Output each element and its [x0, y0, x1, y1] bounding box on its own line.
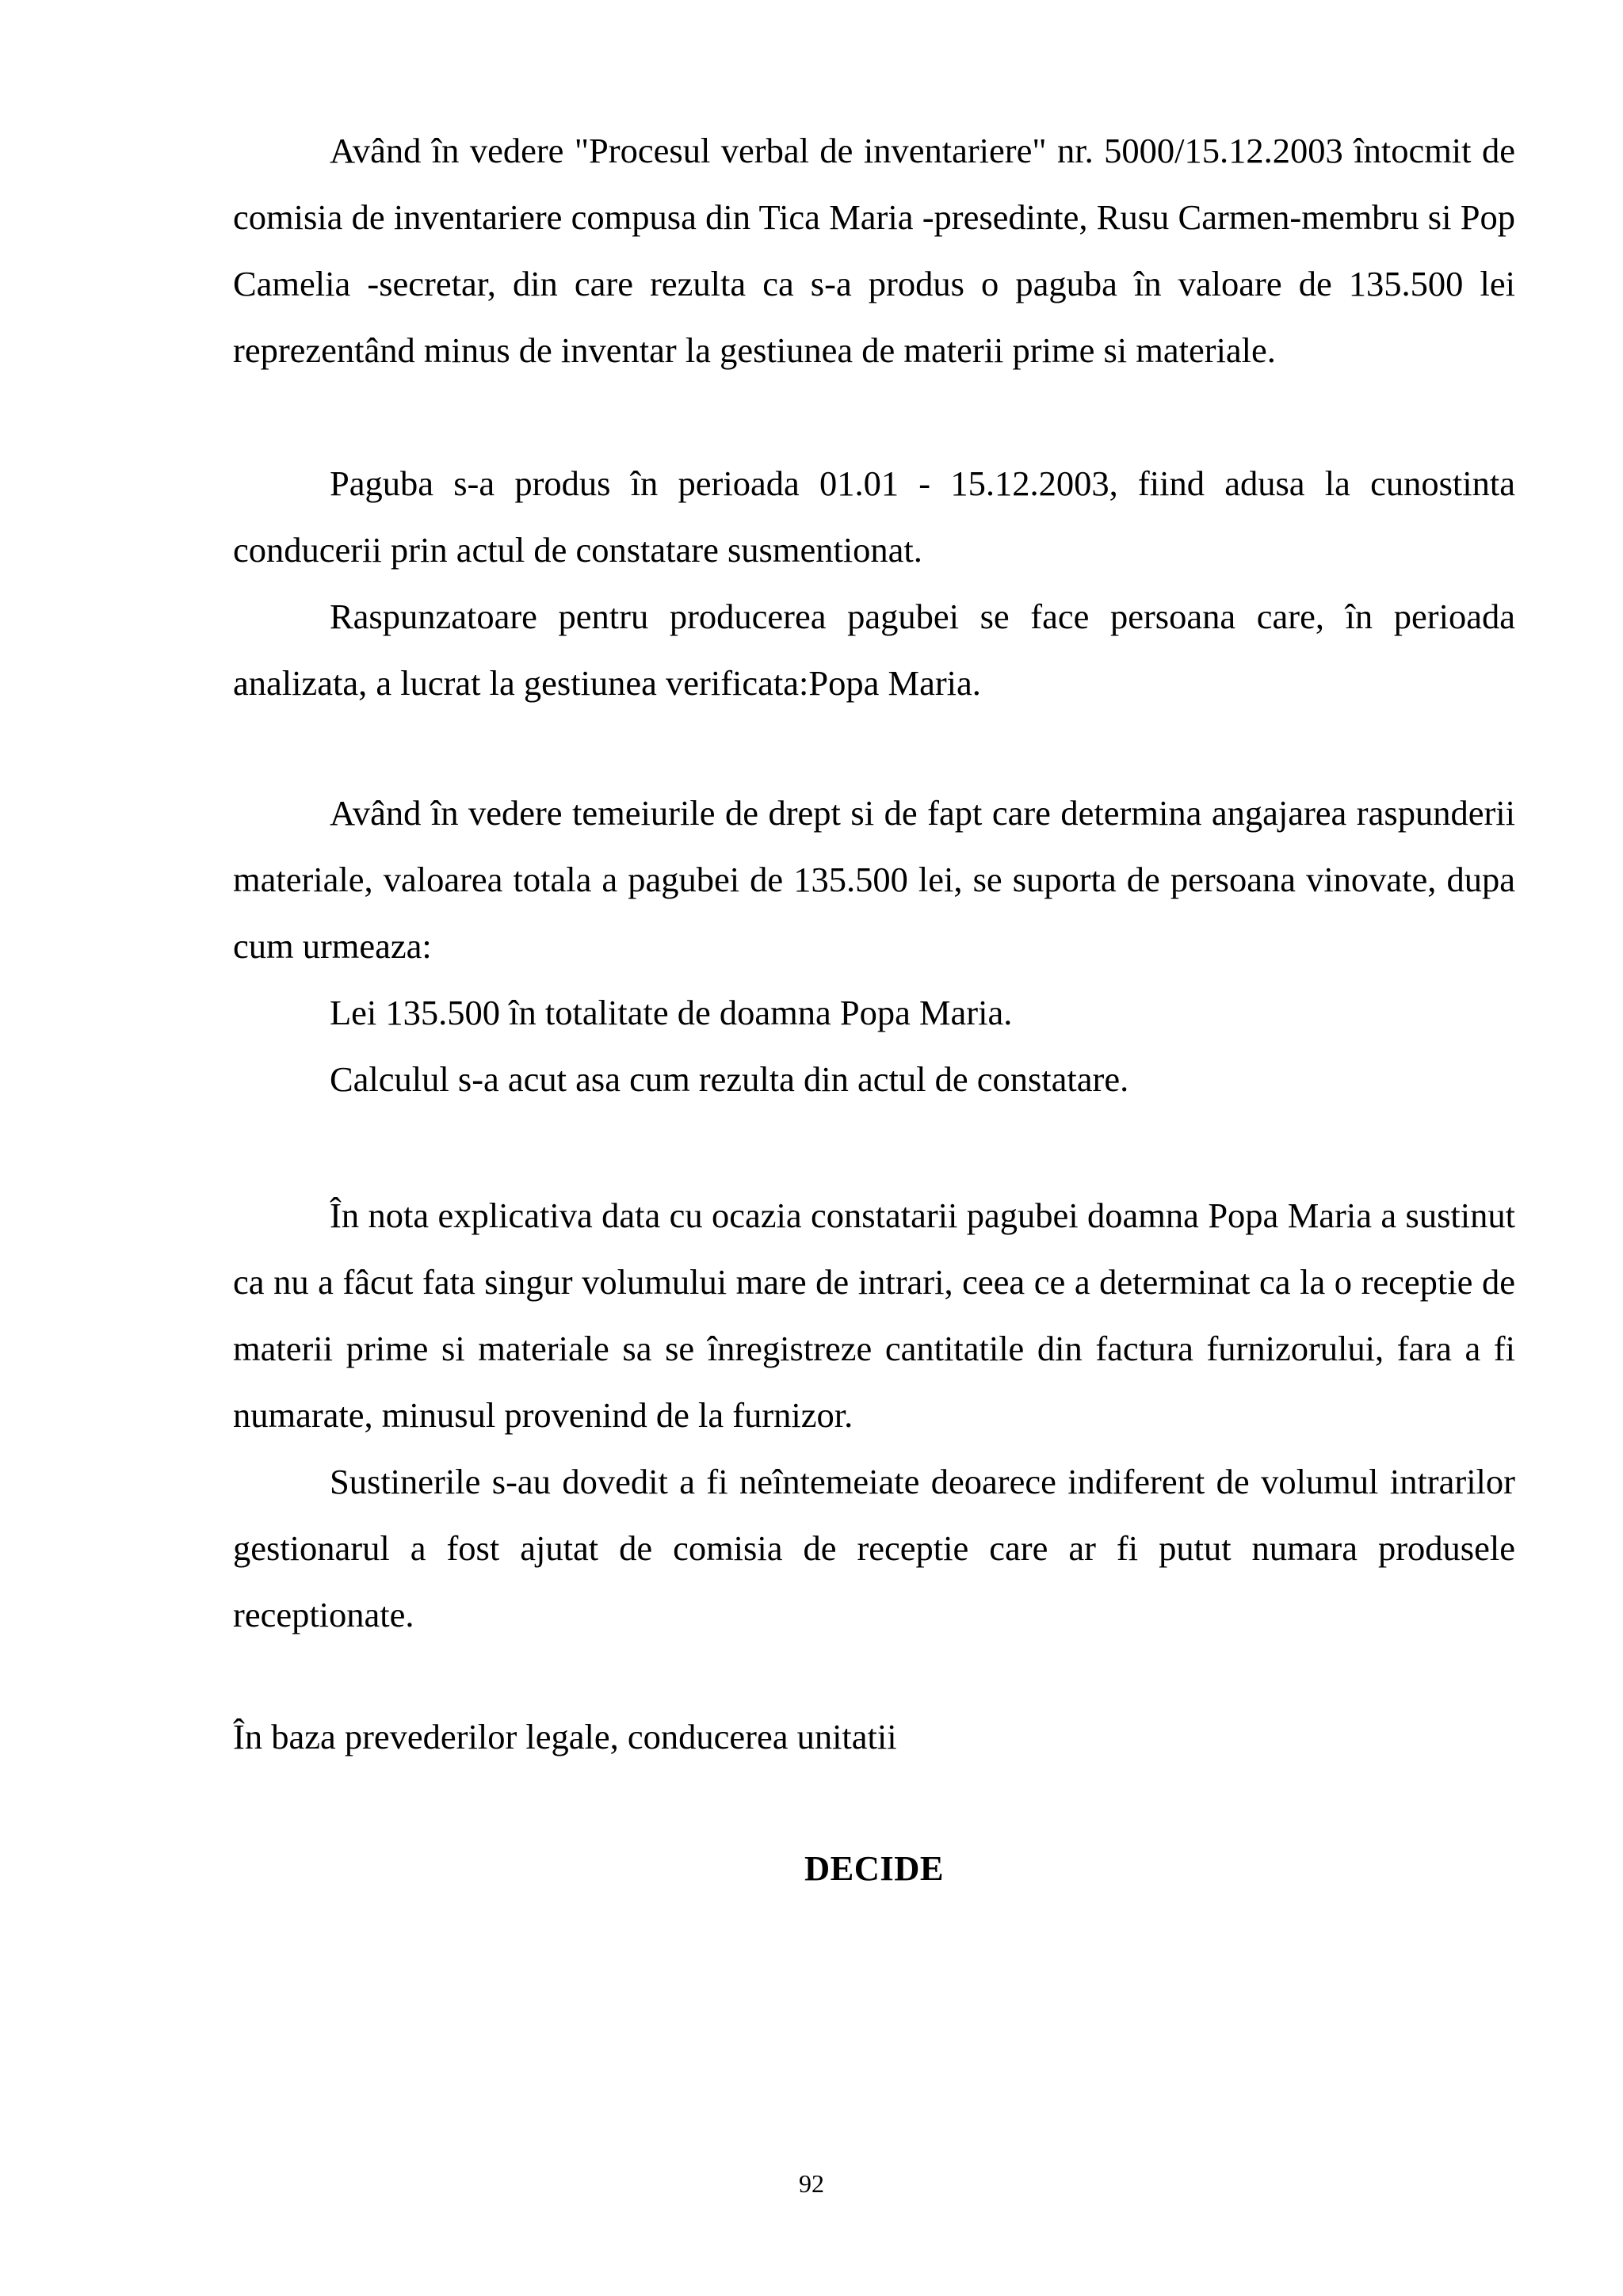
- paragraph-management-basis: În baza prevederilor legale, conducerea unitatii: [233, 1717, 897, 1756]
- document-body: [233, 117, 1515, 1901]
- paragraph-inventory-report: Având în vedere "Procesul verbal de inventariere" nr. 5000/15.12.2003 întocmit de comisia de inventariere compusa din Tica Maria -presedinte, Rusu Carmen-membru si Pop Camelia -secretar, din care rezulta ca s-a produs o paguba în valoare de 135.500 lei reprezentând minus de inventar la gestiunea de materii prime si materiale.: [233, 131, 1515, 370]
- decision-heading: DECIDE: [804, 1848, 945, 1888]
- paragraph-legal-grounds: Având în vedere temeiurile de drept si de fapt care determina angajarea raspunderii materiale, valoarea totala a pagubei de 135.500 lei, se suporta de persoana vinovate, dupa cum urmeaza:: [233, 793, 1515, 966]
- paragraph-amount-line: Lei 135.500 în totalitate de doamna Popa Maria.: [330, 993, 1013, 1032]
- page-number: 92: [799, 2169, 824, 2198]
- paragraph-damage-period: Paguba s-a produs în perioada 01.01 - 15.12.2003, fiind adusa la cunostinta conducerii prin actul de constatare susmentionat.: [233, 463, 1515, 570]
- paragraph-responsible-person: Raspunzatoare pentru producerea pagubei se face persoana care, în perioada analizata, a lucrat la gestiunea verificata:Popa Maria.: [233, 597, 1515, 703]
- paragraph-calculation-note: Calculul s-a acut asa cum rezulta din actul de constatare.: [330, 1059, 1129, 1099]
- paragraph-claims-rejected: Sustinerile s-au dovedit a fi neîntemeiate deoarece indiferent de volumul intrarilor gestionarul a fost ajutat de comisia de receptie care ar fi putut numara produsele receptionate.: [233, 1462, 1515, 1634]
- paragraph-explanatory-note: În nota explicativa data cu ocazia constatarii pagubei doamna Popa Maria a sustinut ca nu a fâcut fata singur volumului mare de intrari, ceea ce a determinat ca la o receptie de materii prime si materiale sa se înregistreze cantitatile din factura furnizorului, fara a fi numarate, minusul provenind de la furnizor.: [233, 1196, 1515, 1435]
